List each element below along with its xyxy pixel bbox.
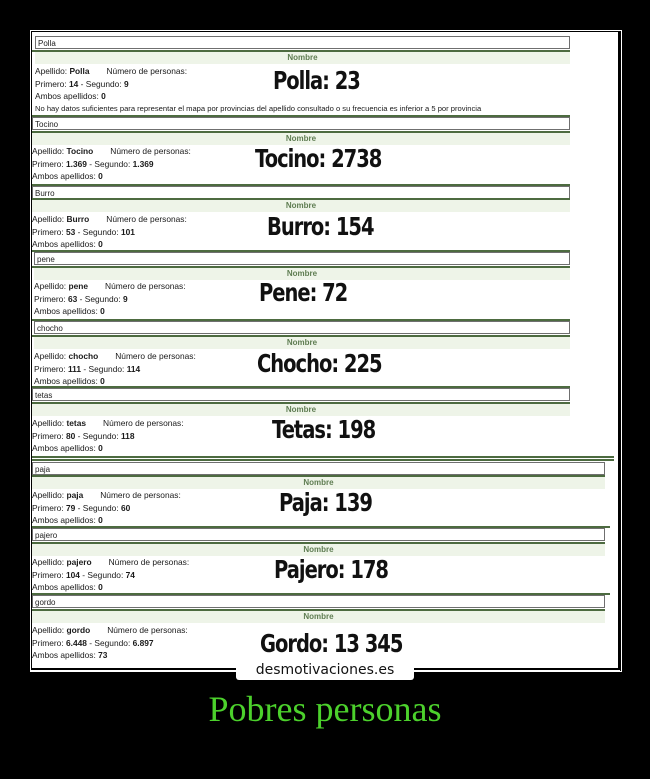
- column-header: Nombre: [32, 200, 570, 212]
- person-count-overlay: Paja: 139: [279, 488, 372, 517]
- column-header: Nombre: [34, 268, 570, 280]
- surname-details: Apellido: Tocino Número de personas: Primero: 1.369 - Segundo: 1.369 Ambos apellidos: 0: [32, 146, 191, 181]
- person-count-overlay: Burro: 154: [267, 212, 374, 241]
- column-header: Nombre: [32, 611, 605, 623]
- divider: [32, 456, 614, 458]
- column-header: Nombre: [32, 133, 570, 145]
- person-count-overlay: Tocino: 2738: [255, 144, 382, 173]
- surname-search-field[interactable]: tetas: [32, 388, 570, 401]
- column-header: Nombre: [32, 544, 605, 556]
- surname-search-field[interactable]: paja: [32, 462, 605, 475]
- surname-details: Apellido: Burro Número de personas: Primero: 53 - Segundo: 101 Ambos apellidos: 0: [32, 214, 187, 249]
- column-header: Nombre: [34, 337, 570, 349]
- divider: [32, 459, 614, 461]
- person-count-overlay: Tetas: 198: [272, 415, 376, 444]
- column-header: Nombre: [35, 52, 570, 64]
- watermark-line-left: [30, 670, 236, 671]
- screenshot-panel: [32, 32, 618, 668]
- person-count-overlay: Pajero: 178: [274, 555, 388, 584]
- no-data-note: No hay datos suficientes para representar el mapa por provincias del apellido consultado o su frecuencia es inferior a 5 por provincia: [35, 104, 482, 113]
- surname-details: Apellido: paja Número de personas: Primero: 79 - Segundo: 60 Ambos apellidos: 0: [32, 490, 181, 525]
- poster-caption: Pobres personas: [208, 689, 442, 729]
- surname-search-field[interactable]: Tocino: [32, 117, 570, 130]
- surname-search-field[interactable]: pajero: [32, 528, 605, 541]
- surname-search-field[interactable]: Polla: [35, 36, 570, 49]
- surname-search-field[interactable]: Burro: [32, 186, 570, 199]
- surname-details: Apellido: pene Número de personas: Primero: 63 - Segundo: 9 Ambos apellidos: 0: [34, 281, 186, 316]
- person-count-overlay: Gordo: 13 345: [260, 629, 403, 658]
- watermark-line-right: [414, 670, 620, 671]
- column-header: Nombre: [32, 404, 570, 416]
- surname-details: Apellido: pajero Número de personas: Primero: 104 - Segundo: 74 Ambos apellidos: 0: [32, 557, 190, 592]
- surname-details: Apellido: gordo Número de personas: Primero: 6.448 - Segundo: 6.897 Ambos apellidos: 73: [32, 625, 188, 660]
- surname-details: Apellido: chocho Número de personas: Primero: 111 - Segundo: 114 Ambos apellidos: 0: [34, 351, 196, 386]
- person-count-overlay: Chocho: 225: [257, 349, 382, 378]
- person-count-overlay: Polla: 23: [273, 66, 360, 95]
- surname-details: Apellido: tetas Número de personas: Primero: 80 - Segundo: 118 Ambos apellidos: 0: [32, 418, 184, 453]
- surname-search-field[interactable]: chocho: [34, 321, 570, 334]
- column-header: Nombre: [32, 477, 605, 489]
- site-watermark[interactable]: desmotivaciones.es: [236, 660, 414, 680]
- surname-details: Apellido: Polla Número de personas: Primero: 14 - Segundo: 9 Ambos apellidos: 0: [35, 66, 188, 101]
- surname-search-field[interactable]: gordo: [32, 595, 605, 608]
- person-count-overlay: Pene: 72: [259, 278, 348, 307]
- surname-search-field[interactable]: pene: [34, 252, 570, 265]
